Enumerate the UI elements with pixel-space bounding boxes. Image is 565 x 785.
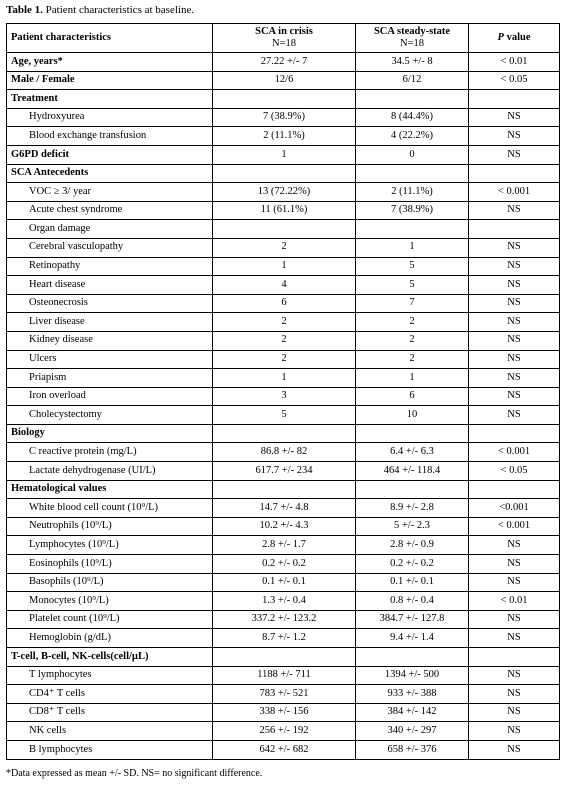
row-label: SCA Antecedents [7, 164, 213, 183]
row-value-crisis: 0.2 +/- 0.2 [213, 555, 356, 574]
row-value-crisis: 338 +/- 156 [213, 703, 356, 722]
row-label: Iron overload [7, 387, 213, 406]
table-row [7, 127, 560, 146]
header-sca-crisis [213, 24, 356, 53]
row-value-steady: 340 +/- 297 [356, 722, 469, 741]
table-row [7, 313, 560, 332]
table-row [7, 629, 560, 648]
row-label: Monocytes (10⁹/L) [7, 592, 213, 611]
row-label: Biology [7, 424, 213, 443]
row-value-steady: 0.8 +/- 0.4 [356, 592, 469, 611]
row-label: Heart disease [7, 276, 213, 295]
table-caption-label: Table 1. [6, 4, 43, 16]
row-label: C reactive protein (mg/L) [7, 443, 213, 462]
row-p-value: NS [469, 127, 560, 146]
row-value-crisis: 7 (38.9%) [213, 108, 356, 127]
table-row [7, 555, 560, 574]
row-value-crisis: 86.8 +/- 82 [213, 443, 356, 462]
row-label: Treatment [7, 90, 213, 109]
row-value-crisis: 2 (11.1%) [213, 127, 356, 146]
row-p-value: NS [469, 573, 560, 592]
row-value-crisis: 1.3 +/- 0.4 [213, 592, 356, 611]
row-p-value: NS [469, 685, 560, 704]
row-p-value: < 0.05 [469, 71, 560, 90]
table-row [7, 666, 560, 685]
row-value-crisis: 2.8 +/- 1.7 [213, 536, 356, 555]
row-p-value: NS [469, 238, 560, 257]
row-value-crisis: 1 [213, 145, 356, 164]
table-row [7, 145, 560, 164]
row-value-crisis: 0.1 +/- 0.1 [213, 573, 356, 592]
row-label: T lymphocytes [7, 666, 213, 685]
row-label: Age, years* [7, 53, 213, 72]
table-row [7, 201, 560, 220]
table-row [7, 480, 560, 499]
row-p-value: < 0.01 [469, 53, 560, 72]
row-value-crisis: 2 [213, 331, 356, 350]
row-p-value: NS [469, 610, 560, 629]
row-value-crisis: 11 (61.1%) [213, 201, 356, 220]
row-p-value: NS [469, 703, 560, 722]
row-label: Platelet count (10⁹/L) [7, 610, 213, 629]
row-value-steady: 1 [356, 238, 469, 257]
row-label: B lymphocytes [7, 740, 213, 759]
row-label: Priapism [7, 369, 213, 388]
row-value-steady: 2 [356, 331, 469, 350]
row-p-value: NS [469, 536, 560, 555]
header-sca-crisis-n: N=18 [271, 38, 296, 49]
table-row [7, 610, 560, 629]
table-row [7, 331, 560, 350]
row-p-value: < 0.001 [469, 183, 560, 202]
row-value-steady: 5 [356, 257, 469, 276]
row-label: Organ damage [7, 220, 213, 239]
row-value-crisis: 337.2 +/- 123.2 [213, 610, 356, 629]
header-sca-crisis-title: SCA in crisis [255, 25, 313, 37]
header-p-value [469, 24, 560, 53]
row-label: NK cells [7, 722, 213, 741]
row-p-value: NS [469, 722, 560, 741]
row-value-steady: 384 +/- 142 [356, 703, 469, 722]
table-caption [6, 4, 194, 16]
row-p-value: NS [469, 145, 560, 164]
row-value-steady: 8.9 +/- 2.8 [356, 499, 469, 518]
table-row [7, 53, 560, 72]
row-p-value: NS [469, 350, 560, 369]
row-label: Hydroxyurea [7, 108, 213, 127]
row-value-steady: 384.7 +/- 127.8 [356, 610, 469, 629]
row-value-crisis [213, 480, 356, 499]
table-header-row [7, 24, 560, 53]
row-value-steady: 0 [356, 145, 469, 164]
table-row [7, 648, 560, 667]
row-label: Cholecystectomy [7, 406, 213, 425]
row-value-crisis: 1 [213, 257, 356, 276]
table-row [7, 685, 560, 704]
row-label: White blood cell count (10⁹/L) [7, 499, 213, 518]
row-value-steady: 0.1 +/- 0.1 [356, 573, 469, 592]
row-p-value: NS [469, 387, 560, 406]
row-value-steady: 1 [356, 369, 469, 388]
row-value-crisis: 642 +/- 682 [213, 740, 356, 759]
row-label: Retinopathy [7, 257, 213, 276]
row-value-crisis: 8.7 +/- 1.2 [213, 629, 356, 648]
row-label: G6PD deficit [7, 145, 213, 164]
row-value-crisis: 256 +/- 192 [213, 722, 356, 741]
row-p-value: < 0.01 [469, 592, 560, 611]
row-p-value: < 0.001 [469, 517, 560, 536]
row-value-crisis: 617.7 +/- 234 [213, 462, 356, 481]
row-value-crisis [213, 220, 356, 239]
table-row [7, 536, 560, 555]
row-p-value: NS [469, 276, 560, 295]
table-row [7, 183, 560, 202]
row-value-crisis: 1188 +/- 711 [213, 666, 356, 685]
table-row [7, 90, 560, 109]
row-label: Cerebral vasculopathy [7, 238, 213, 257]
row-value-crisis: 3 [213, 387, 356, 406]
header-sca-steady-n: N=18 [399, 38, 424, 49]
row-value-crisis: 2 [213, 350, 356, 369]
row-value-crisis: 4 [213, 276, 356, 295]
table-row [7, 443, 560, 462]
row-p-value: < 0.05 [469, 462, 560, 481]
row-value-steady [356, 480, 469, 499]
row-p-value [469, 480, 560, 499]
row-value-steady: 9.4 +/- 1.4 [356, 629, 469, 648]
header-sca-steady-title: SCA steady-state [373, 25, 451, 37]
table-caption-text: Patient characteristics at baseline. [45, 4, 195, 16]
row-value-steady: 7 (38.9%) [356, 201, 469, 220]
row-p-value: NS [469, 406, 560, 425]
row-value-crisis: 1 [213, 369, 356, 388]
table-row [7, 350, 560, 369]
table-row [7, 369, 560, 388]
header-value-word: value [503, 31, 531, 43]
table-footnote: *Data expressed as mean +/- SD. NS= no significant difference. [6, 768, 263, 779]
table-row [7, 276, 560, 295]
row-p-value: NS [469, 108, 560, 127]
row-p-value: NS [469, 201, 560, 220]
row-label: Ulcers [7, 350, 213, 369]
row-value-crisis: 12/6 [213, 71, 356, 90]
patient-characteristics-table [6, 23, 560, 760]
row-value-steady: 10 [356, 406, 469, 425]
row-p-value: NS [469, 629, 560, 648]
table-row [7, 294, 560, 313]
row-value-crisis: 2 [213, 313, 356, 332]
row-p-value [469, 648, 560, 667]
row-value-crisis [213, 424, 356, 443]
row-value-steady: 5 +/- 2.3 [356, 517, 469, 536]
row-value-steady [356, 424, 469, 443]
row-p-value [469, 220, 560, 239]
row-value-steady: 2 [356, 350, 469, 369]
table-row [7, 164, 560, 183]
table-row [7, 517, 560, 536]
row-value-crisis [213, 648, 356, 667]
row-value-steady: 933 +/- 388 [356, 685, 469, 704]
table-row [7, 71, 560, 90]
row-value-steady: 7 [356, 294, 469, 313]
row-value-crisis: 13 (72.22%) [213, 183, 356, 202]
row-value-steady: 1394 +/- 500 [356, 666, 469, 685]
table-row [7, 257, 560, 276]
row-label: CD8⁺ T cells [7, 703, 213, 722]
table-row [7, 424, 560, 443]
row-value-crisis: 2 [213, 238, 356, 257]
row-value-steady: 2 (11.1%) [356, 183, 469, 202]
row-value-steady: 34.5 +/- 8 [356, 53, 469, 72]
row-p-value: NS [469, 294, 560, 313]
row-label: Hematological values [7, 480, 213, 499]
row-label: CD4⁺ T cells [7, 685, 213, 704]
row-value-crisis: 783 +/- 521 [213, 685, 356, 704]
row-label: Lymphocytes (10⁹/L) [7, 536, 213, 555]
row-value-steady: 464 +/- 118.4 [356, 462, 469, 481]
row-label: T-cell, B-cell, NK-cells(cell/µL) [7, 648, 213, 667]
header-p-letter: P [497, 31, 504, 43]
table-row [7, 220, 560, 239]
row-label: Kidney disease [7, 331, 213, 350]
table-row [7, 387, 560, 406]
row-p-value: NS [469, 313, 560, 332]
row-value-steady: 8 (44.4%) [356, 108, 469, 127]
table-row [7, 238, 560, 257]
table-row [7, 722, 560, 741]
row-p-value: NS [469, 369, 560, 388]
table-row [7, 740, 560, 759]
row-p-value: <0.001 [469, 499, 560, 518]
row-value-crisis: 14.7 +/- 4.8 [213, 499, 356, 518]
row-value-steady: 6/12 [356, 71, 469, 90]
row-p-value: < 0.001 [469, 443, 560, 462]
row-value-steady: 4 (22.2%) [356, 127, 469, 146]
row-value-crisis [213, 164, 356, 183]
table-row [7, 406, 560, 425]
row-value-steady: 2.8 +/- 0.9 [356, 536, 469, 555]
row-label: Basophils (10⁹/L) [7, 573, 213, 592]
row-value-steady: 5 [356, 276, 469, 295]
row-value-crisis: 10.2 +/- 4.3 [213, 517, 356, 536]
row-value-crisis: 5 [213, 406, 356, 425]
row-value-steady: 6.4 +/- 6.3 [356, 443, 469, 462]
table-row [7, 703, 560, 722]
row-p-value: NS [469, 257, 560, 276]
row-value-steady [356, 164, 469, 183]
row-value-steady: 2 [356, 313, 469, 332]
row-value-crisis [213, 90, 356, 109]
row-label: Liver disease [7, 313, 213, 332]
row-p-value: NS [469, 740, 560, 759]
row-p-value [469, 424, 560, 443]
row-value-steady: 6 [356, 387, 469, 406]
header-patient-characteristics: Patient characteristics [7, 24, 213, 53]
row-value-steady [356, 220, 469, 239]
row-p-value [469, 90, 560, 109]
row-value-crisis: 27.22 +/- 7 [213, 53, 356, 72]
table-row [7, 499, 560, 518]
row-p-value: NS [469, 555, 560, 574]
row-label: Osteonecrosis [7, 294, 213, 313]
row-label: Male / Female [7, 71, 213, 90]
header-sca-steady [356, 24, 469, 53]
table-row [7, 573, 560, 592]
table-row [7, 592, 560, 611]
row-value-steady: 658 +/- 376 [356, 740, 469, 759]
row-p-value: NS [469, 331, 560, 350]
row-label: Neutrophils (10⁹/L) [7, 517, 213, 536]
row-label: Lactate dehydrogenase (UI/L) [7, 462, 213, 481]
row-label: Hemoglobin (g/dL) [7, 629, 213, 648]
row-value-steady: 0.2 +/- 0.2 [356, 555, 469, 574]
table-row [7, 108, 560, 127]
table-body [7, 24, 560, 760]
row-label: Eosinophils (10⁹/L) [7, 555, 213, 574]
row-p-value: NS [469, 666, 560, 685]
row-label: Blood exchange transfusion [7, 127, 213, 146]
row-value-crisis: 6 [213, 294, 356, 313]
row-p-value [469, 164, 560, 183]
row-value-steady [356, 90, 469, 109]
table-row [7, 462, 560, 481]
row-label: Acute chest syndrome [7, 201, 213, 220]
row-value-steady [356, 648, 469, 667]
row-label: VOC ≥ 3/ year [7, 183, 213, 202]
